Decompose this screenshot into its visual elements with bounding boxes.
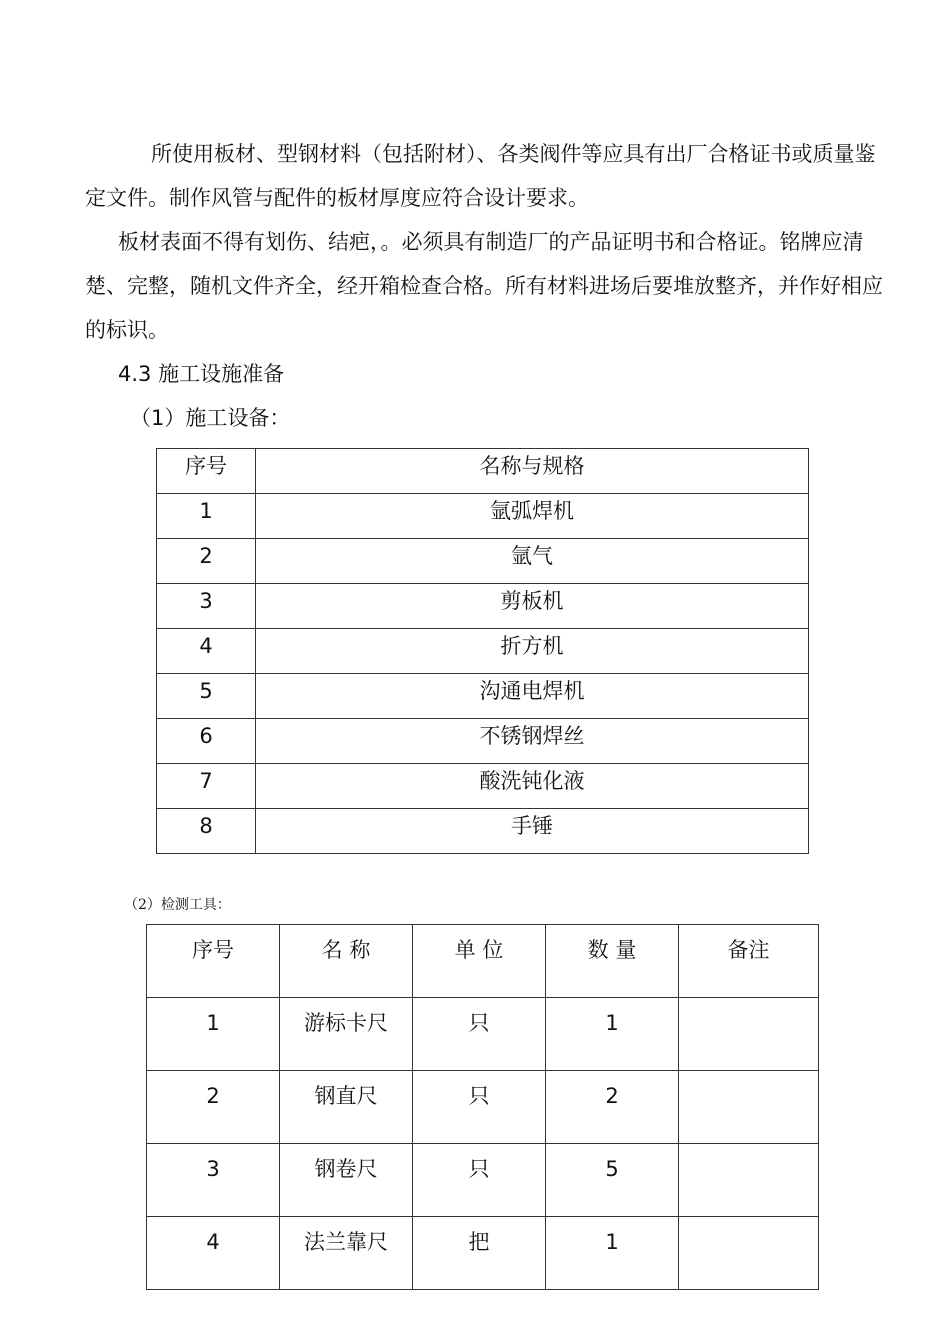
table-cell-index: 8 <box>157 809 256 854</box>
table-cell-name: 钢直尺 <box>280 1071 413 1144</box>
table-cell-unit: 只 <box>413 1071 546 1144</box>
table-cell-index: 4 <box>157 629 256 674</box>
table-cell-name: 游标卡尺 <box>280 998 413 1071</box>
table-cell-index: 4 <box>147 1217 280 1290</box>
table-cell-remarks <box>679 1217 819 1290</box>
table-row <box>147 1217 819 1290</box>
equipment-heading: （1）施工设备： <box>130 406 291 430</box>
table-cell-index: 2 <box>157 539 256 584</box>
header-cell-index: 序号 <box>157 449 256 494</box>
table-cell-name: 手锤 <box>256 809 809 854</box>
table-cell-name: 酸洗钝化液 <box>256 764 809 809</box>
table-cell-index: 1 <box>147 998 280 1071</box>
table-cell-quantity: 5 <box>546 1144 679 1217</box>
paragraph-sheet-surface: 板材表面不得有划伤、结疤，。必须具有制造厂的产品证明书和合格证。铭牌应清楚、完整，随机文件齐全，经开箱检查合格。所有材料进场后要堆放整齐，并作好相应的标识。 <box>85 230 883 342</box>
table-cell-index: 3 <box>157 584 256 629</box>
table-row <box>157 764 809 809</box>
table-row <box>147 1144 819 1217</box>
table-cell-quantity: 1 <box>546 998 679 1071</box>
table-cell-remarks <box>679 1071 819 1144</box>
table-cell-name: 法兰靠尺 <box>280 1217 413 1290</box>
table-cell-quantity: 1 <box>546 1217 679 1290</box>
table-cell-name: 钢卷尺 <box>280 1144 413 1217</box>
equipment-table <box>156 448 809 854</box>
paragraph-materials-certificate: 所使用板材、型钢材料（包括附材）、各类阀件等应具有出厂合格证书或质量鉴定文件。制作风管与配件的板材厚度应符合设计要求。 <box>85 142 876 210</box>
table-row <box>147 1071 819 1144</box>
table-cell-remarks <box>679 1144 819 1217</box>
section-heading: 4.3 施工设施准备 <box>118 362 285 386</box>
table-row <box>157 674 809 719</box>
header-cell-name: 名 称 <box>280 925 413 998</box>
table-row <box>157 494 809 539</box>
table-cell-index: 7 <box>157 764 256 809</box>
header-cell-quantity: 数 量 <box>546 925 679 998</box>
table-row <box>157 584 809 629</box>
table-row <box>157 809 809 854</box>
tools-table <box>146 924 819 1290</box>
table-header-row <box>157 449 809 494</box>
table-cell-index: 2 <box>147 1071 280 1144</box>
table-cell-name: 不锈钢焊丝 <box>256 719 809 764</box>
table-row <box>157 539 809 584</box>
table-cell-unit: 把 <box>413 1217 546 1290</box>
header-cell-remarks: 备注 <box>679 925 819 998</box>
table-cell-name: 折方机 <box>256 629 809 674</box>
table-cell-name: 氩气 <box>256 539 809 584</box>
table-cell-name: 沟通电焊机 <box>256 674 809 719</box>
table-header-row <box>147 925 819 998</box>
table-cell-index: 3 <box>147 1144 280 1217</box>
header-cell-unit: 单 位 <box>413 925 546 998</box>
table-cell-remarks <box>679 998 819 1071</box>
table-cell-name: 剪板机 <box>256 584 809 629</box>
table-cell-unit: 只 <box>413 1144 546 1217</box>
table-cell-unit: 只 <box>413 998 546 1071</box>
header-cell-index: 序号 <box>147 925 280 998</box>
table-cell-index: 1 <box>157 494 256 539</box>
table-cell-index: 6 <box>157 719 256 764</box>
table-cell-name: 氩弧焊机 <box>256 494 809 539</box>
header-cell-name: 名称与规格 <box>256 449 809 494</box>
table-row <box>157 719 809 764</box>
table-cell-quantity: 2 <box>546 1071 679 1144</box>
table-row <box>147 998 819 1071</box>
tools-heading: （2）检测工具： <box>124 897 231 913</box>
table-cell-index: 5 <box>157 674 256 719</box>
table-row <box>157 629 809 674</box>
